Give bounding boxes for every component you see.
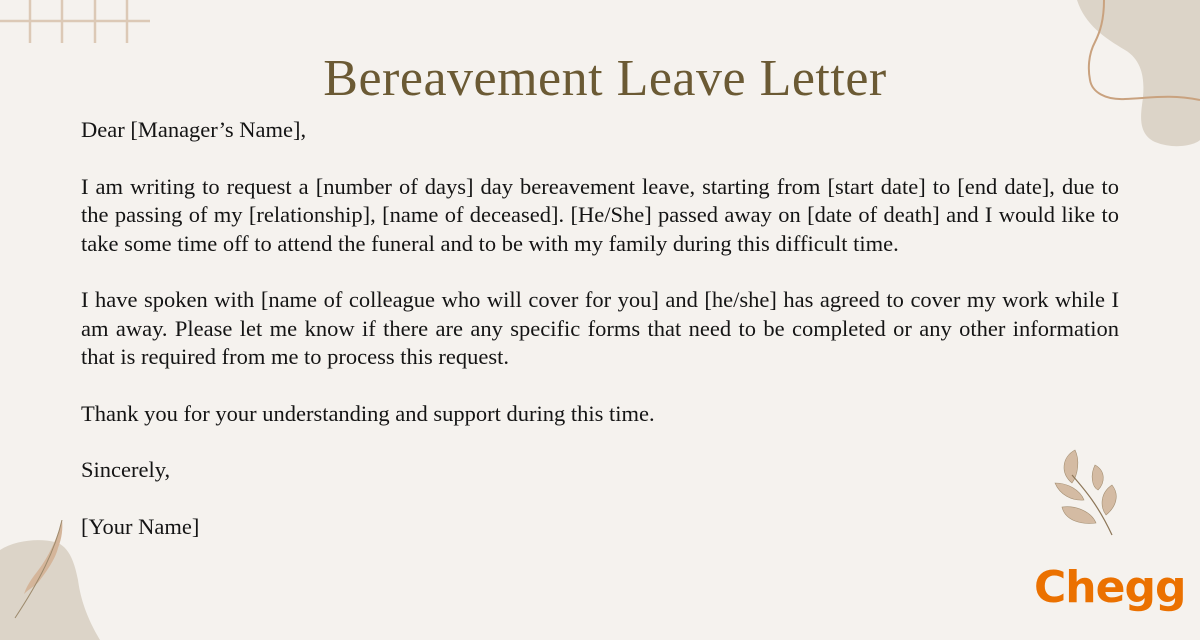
letter-body — [81, 116, 1119, 541]
paragraph-thanks: Thank you for your understanding and support during this time. — [81, 400, 655, 426]
salutation: Dear [Manager’s Name], — [81, 117, 307, 142]
page-title: Bereavement Leave Letter — [323, 49, 887, 107]
chegg-logo: Chegg — [1034, 562, 1186, 613]
paragraph-request: I am writing to request a [number of days] day bereavement leave, starting from [start date] to [end date], due to the passing of my [relationship], [name of deceased]. [He/She] passed away on [date of death] and I would like to take some time off to attend the funeral and to be with my family during this difficult time. — [81, 173, 1119, 256]
closing: Sincerely, — [81, 457, 171, 482]
paragraph-coverage: I have spoken with [name of colleague who will cover for you] and [he/she] has agreed to cover my work while I am away. Please let me know if there are any specific forms that need to be completed or any other information that is required from me to process this request. — [81, 287, 1119, 369]
signature: [Your Name] — [81, 513, 200, 539]
grid-lines-icon — [0, 0, 160, 50]
